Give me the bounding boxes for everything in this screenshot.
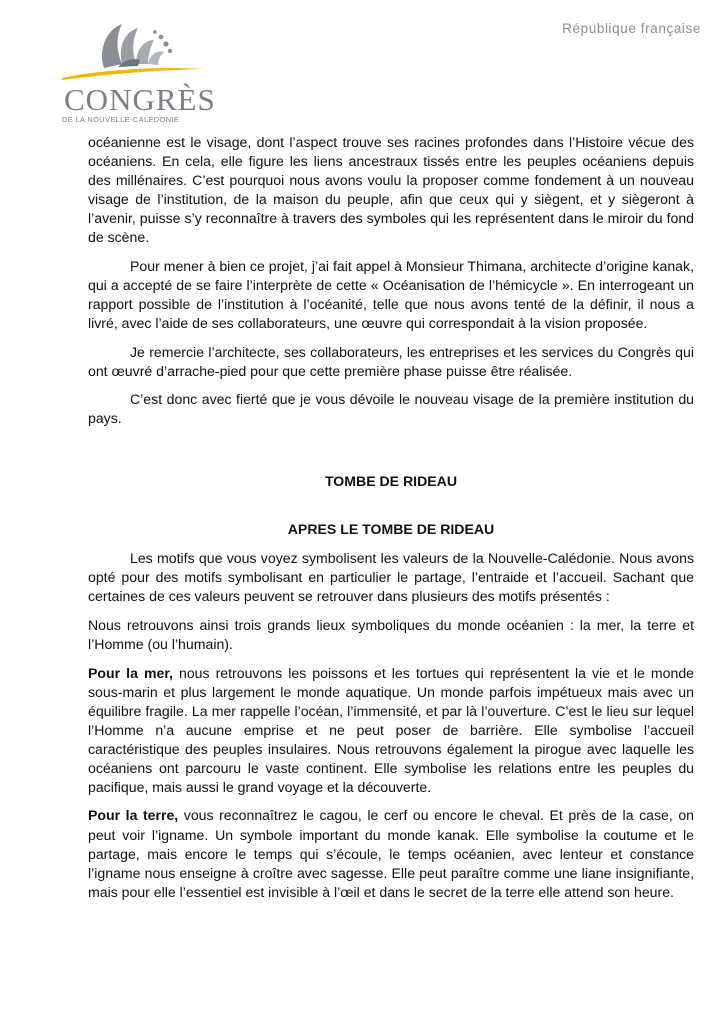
paragraph-8-text: vous reconnaîtrez le cagou, le cerf ou encore le cheval. Et près de la case, on peut voir l’igname. Un symbole important du monde kanak. Elle symbolise la coutume et le partage, mais encore le temps qui s’écoule, le temps océanien, avec lenteur et constance l’igname nous enseigne à croître avec sagesse. Elle peut paraître comme une liane insignifiante, mais pour elle l’essentiel est invisible à l’œil et dans le secret de la terre elle attend son heure. [88,807,694,900]
paragraph-7-lead: Pour la mer, [88,664,173,681]
paragraph-5: Les motifs que vous voyez symbolisent les valeurs de la Nouvelle-Calédonie. Nous avons opté pour des motifs symbolisant en particulier le partage, l’entraide et l’accueil. Sachant que certaines de ces valeurs peuvent se retrouver dans plusieurs des motifs présentés : [88,550,694,605]
paragraph-1: océanienne est le visage, dont l’aspect trouve ses racines profondes dans l’Histoire vécue des océaniens. En cela, elle figure les liens ancestraux tissés entre les peuples océaniens depuis des millénaires. C’est pourquoi nous avons voulu la proposer comme fondement à un nouveau visage de l’institution, de la maison du peuple, afin que ceux qui y siègent, et y siègeront à l’avenir, puisse s’y reconnaître à travers des symboles qui les représentent dans le miroir du fond de scène. [88,134,694,246]
paragraph-3: Je remercie l’architecte, ses collaborateurs, les entreprises et les services du Congrès qui ont œuvré d’arrache-pied pour que cette première phase puisse être réalisée. [88,343,694,379]
logo-wordmark: CONGRÈS [64,82,216,117]
paragraph-8 [88,806,694,901]
paragraph-7 [88,664,694,797]
paragraph-2: Pour mener à bien ce projet, j’ai fait appel à Monsieur Thimana, architecte d’origine kanak, qui a accepté de se faire l’interprète de cette « Océanisation de l’hémicycle ». En interrogeant un rapport possible de l’institution à l’océanité, telle que nous avons tenté de la définir, il nous a livré, avec l’aide de ses collaborateurs, une œuvre qui correspondait à la vision proposée. [88,257,694,332]
paragraph-7-text: nous retrouvons les poissons et les tortues qui représentent la vie et le monde sous-marin et plus largement le monde aquatique. Un monde parfois impétueux mais avec un équilibre fragile. La mer rappelle l’océan, l’immensité, et par là l’ouverture. C’est le lieu sur lequel l’Homme n’a aucune emprise et ne peut poser de barrière. Elle symbolise l’accueil caractéristique des peuples insulaires. Nous retrouvons également la pirogue avec laquelle les océaniens ont parcouru le vaste continent. Elle symbolise les relations entre les peuples du pacifique, mais aussi le grand voyage et la découverte. [88,664,694,795]
document-body [88,133,694,911]
republic-label: République française [562,21,701,36]
logo-subtitle: DE LA NOUVELLE-CALÉDONIE [62,115,180,124]
section-heading-2: APRES LE TOMBE DE RIDEAU [287,521,495,538]
paragraph-8-lead: Pour la terre, [88,807,179,824]
paragraph-4: C’est donc avec fierté que je vous dévoile le nouveau visage de la première institution du pays. [88,391,694,427]
section-heading-1: TOMBE DE RIDEAU [324,473,458,490]
paragraph-6: Nous retrouvons ainsi trois grands lieux symboliques du monde océanien : la mer, la terre et l’Homme (ou l’humain). [88,616,694,652]
